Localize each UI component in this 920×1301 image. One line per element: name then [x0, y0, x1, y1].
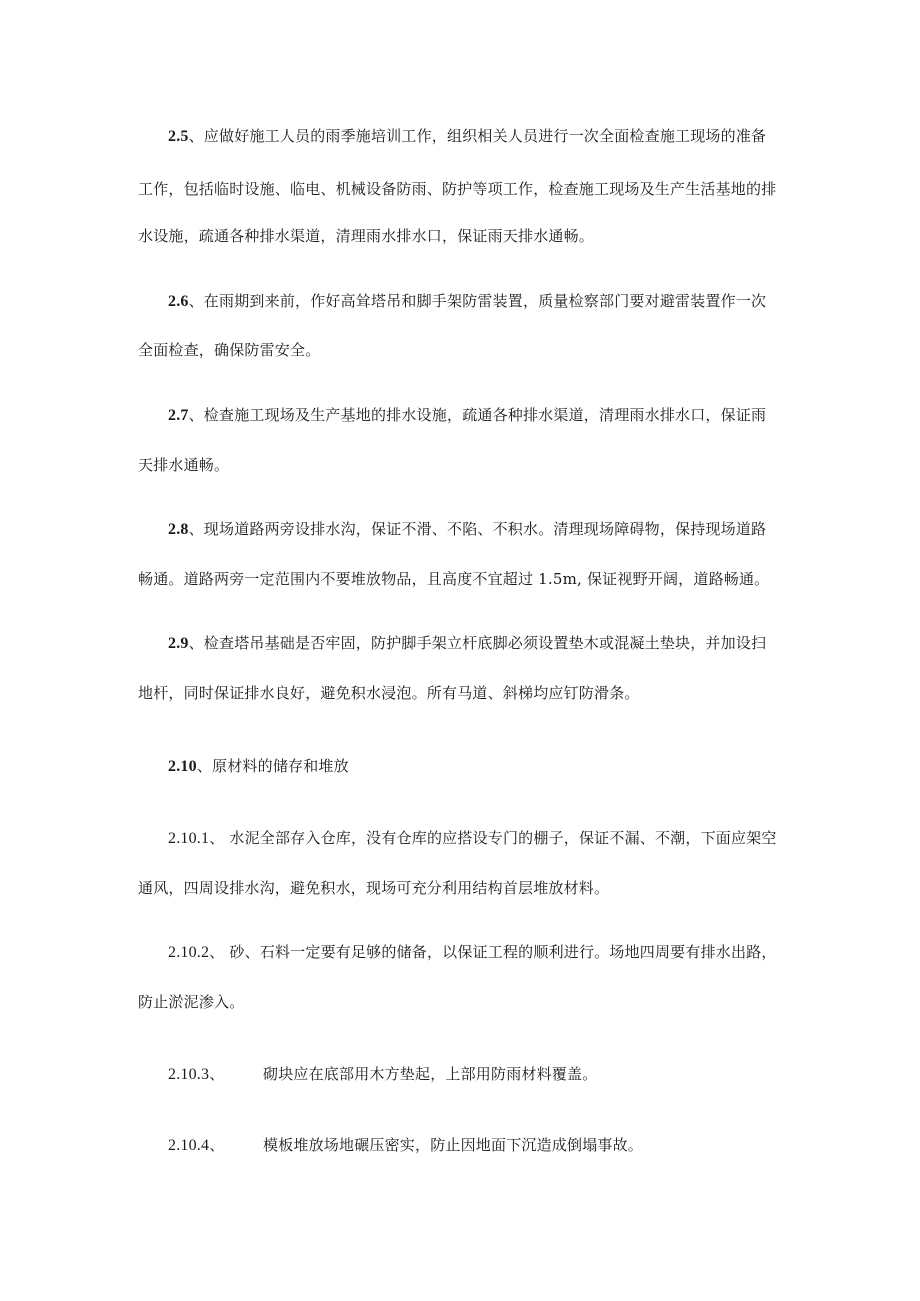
section-number: 2.6: [168, 293, 189, 310]
paragraph-2-7-line-2: [138, 455, 229, 475]
paragraph-text: 、 砂、石料一定要有足够的储备，以保证工程的顺利进行。场地四周要有排水出路，: [209, 943, 777, 961]
paragraph-text: 全面检查，确保防雷安全。: [138, 341, 321, 359]
paragraph-2-10-3-line-1: [168, 1064, 224, 1085]
paragraph-text: 防止淤泥渗入。: [138, 993, 245, 1011]
section-number: 2.5: [168, 128, 189, 145]
section-number: 2.10.2: [168, 944, 210, 961]
section-number: 2.10.4: [168, 1137, 210, 1154]
paragraph-2-10-1-line-1: [168, 828, 777, 849]
paragraph-2-10-1-line-2: [138, 878, 609, 898]
paragraph-text: 工作，包括临时设施、临电、机械设备防雨、防护等项工作，检查施工现场及生产生活基地的排: [138, 180, 777, 198]
paragraph-text: 通风，四周设排水沟，避免积水，现场可充分利用结构首层堆放材料。: [138, 879, 610, 897]
paragraph-2-8-line-2: [138, 569, 769, 589]
section-number: 2.8: [168, 521, 189, 538]
section-number: 2.10: [168, 758, 197, 775]
list-separator: 、: [209, 1136, 225, 1154]
paragraph-2-6-line-1: [168, 291, 766, 312]
paragraph-text: 、在雨期到来前，作好高耸塔吊和脚手架防雷装置，质量检察部门要对避雷装置作一次: [188, 292, 767, 310]
section-number: 2.10.1: [168, 830, 210, 847]
paragraph-text: 、应做好施工人员的雨季施培训工作，组织相关人员进行一次全面检查施工现场的准备: [188, 127, 767, 145]
paragraph-2-10-4-line-1: [168, 1135, 224, 1156]
paragraph-2-5-line-2: [138, 179, 776, 199]
paragraph-2-10-line-1: [168, 756, 349, 777]
paragraph-2-5-line-3: [138, 226, 594, 246]
section-heading: 、原材料的储存和堆放: [196, 757, 349, 775]
paragraph-2-5-line-1: [168, 126, 766, 147]
paragraph-text: 天排水通畅。: [138, 456, 230, 474]
paragraph-text: 畅通。道路两旁一定范围内不要堆放物品，且高度不宜超过 1.5m, 保证视野开阔，道路畅通。: [138, 570, 770, 588]
paragraph-text: 地杆，同时保证排水良好，避免积水浸泡。所有马道、斜梯均应钉防滑条。: [138, 684, 640, 702]
paragraph-2-8-line-1: [168, 519, 766, 540]
paragraph-text: 模板堆放场地碾压密实，防止因地面下沉造成倒塌事故。: [263, 1136, 644, 1154]
list-separator: 、: [209, 1065, 225, 1083]
paragraph-text: 、现场道路两旁设排水沟，保证不滑、不陷、不积水。清理现场障碍物，保持现场道路: [188, 520, 767, 538]
paragraph-2-10-2-line-1: [168, 942, 777, 963]
paragraph-text: 、检查施工现场及生产基地的排水设施，疏通各种排水渠道，清理雨水排水口，保证雨: [188, 406, 767, 424]
paragraph-2-7-line-1: [168, 405, 766, 426]
section-number: 2.7: [168, 407, 189, 424]
paragraph-text: 水设施，疏通各种排水渠道，清理雨水排水口，保证雨天排水通畅。: [138, 227, 595, 245]
paragraph-text: 、检查塔吊基础是否牢固，防护脚手架立杆底脚必须设置垫木或混凝土垫块，并加设扫: [188, 634, 767, 652]
section-number: 2.9: [168, 635, 189, 652]
paragraph-2-6-line-2: [138, 340, 320, 360]
paragraph-2-9-line-2: [138, 683, 640, 703]
paragraph-2-10-2-line-2: [138, 992, 244, 1012]
paragraph-2-10-3-text: [263, 1064, 597, 1084]
paragraph-text: 砌块应在底部用木方垫起，上部用防雨材料覆盖。: [263, 1065, 598, 1083]
paragraph-2-10-4-text: [263, 1135, 643, 1155]
paragraph-text: 、 水泥全部存入仓库，没有仓库的应搭设专门的棚子，保证不漏、不潮，下面应架空: [209, 829, 777, 847]
paragraph-2-9-line-1: [168, 633, 766, 654]
section-number: 2.10.3: [168, 1066, 210, 1083]
